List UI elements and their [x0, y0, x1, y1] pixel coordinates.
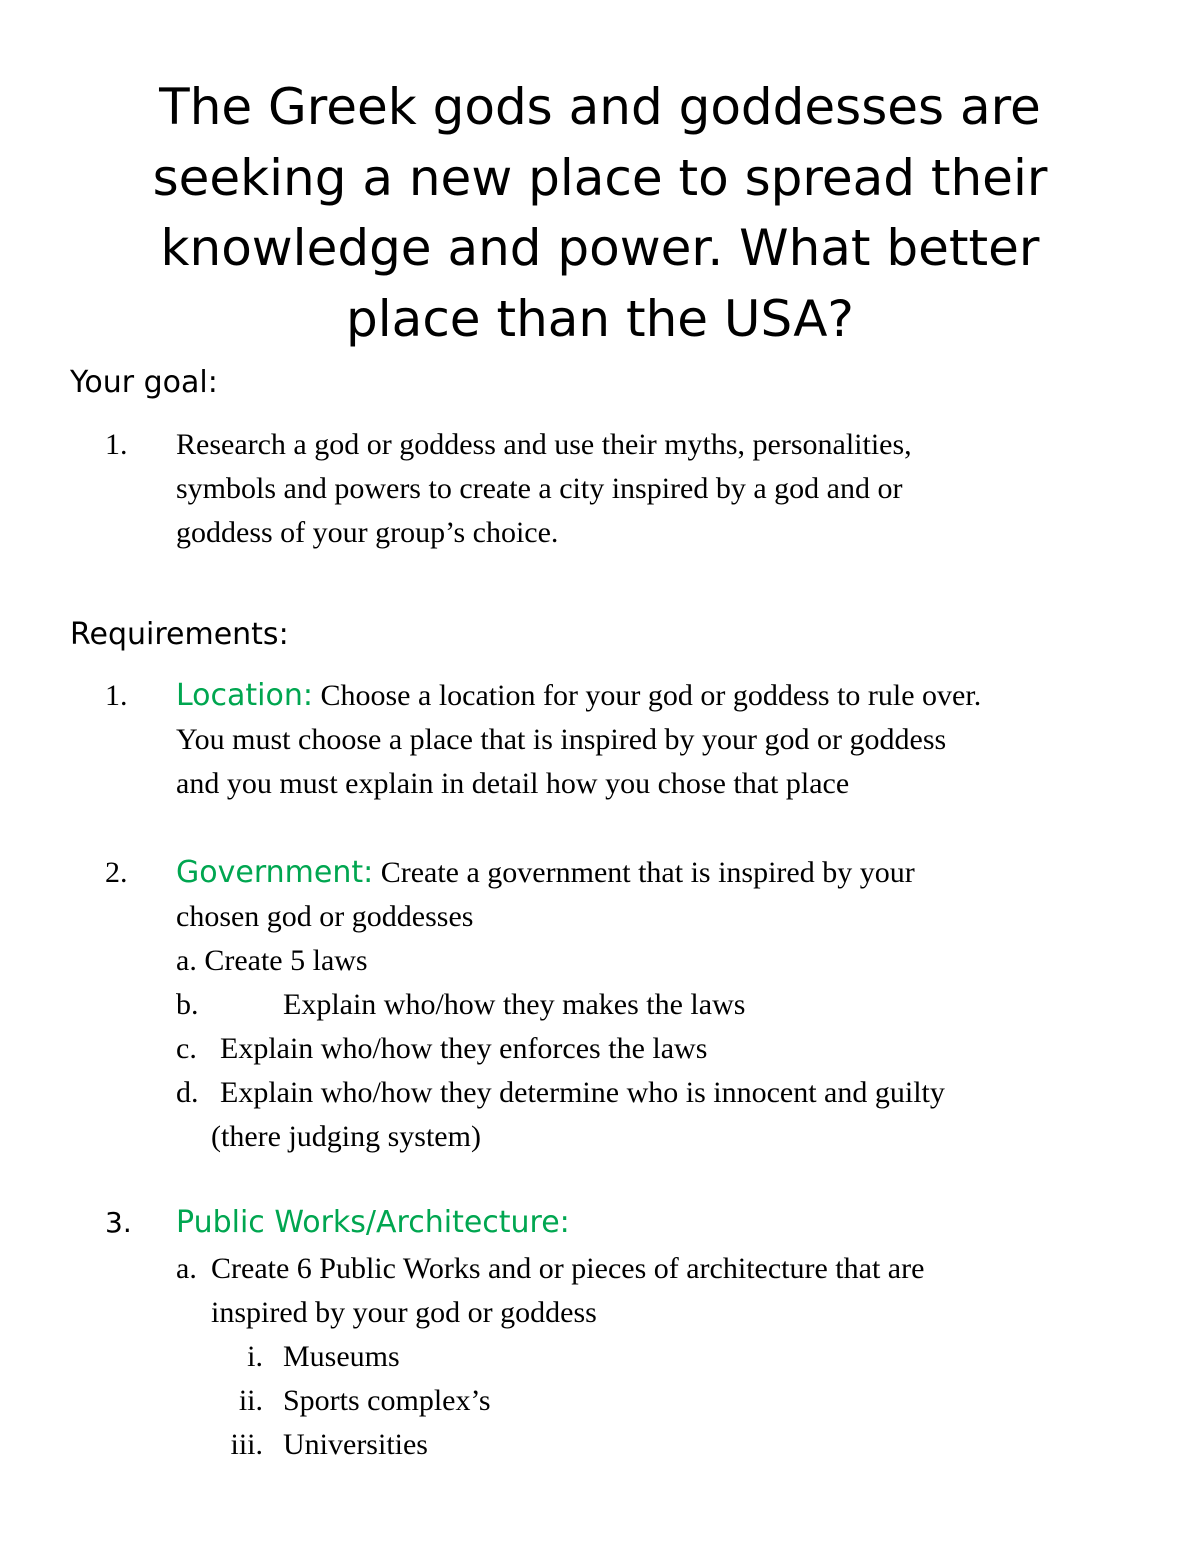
title-line: place than the USA? [346, 289, 854, 348]
subitem-text: Create 5 laws [204, 944, 368, 977]
government-line-1-text: Create a government that is inspired by your [373, 856, 915, 889]
title-line: seeking a new place to spread their [152, 148, 1048, 207]
public-works-number: 3. [105, 1206, 132, 1239]
roman-numeral: i. [247, 1340, 263, 1373]
government-label: Government: [176, 855, 374, 890]
location-line: and you must explain in detail how you chose that place [176, 767, 850, 800]
government-item [176, 851, 1156, 939]
government-subitem-d-continuation: (there judging system) [211, 1120, 481, 1153]
location-line-1 [176, 674, 1156, 718]
public-works-subitem-a-line: Create 6 Public Works and or pieces of architecture that are [211, 1252, 925, 1285]
goal-line: Research a god or goddess and use their myths, personalities, [176, 428, 912, 461]
government-subitem-d-letter: d. [176, 1076, 199, 1109]
goal-line: goddess of your group’s choice. [176, 516, 559, 549]
government-subitem-c-text: Explain who/how they enforces the laws [220, 1032, 708, 1065]
location-item [176, 674, 1156, 806]
government-subitem-b-text: Explain who/how they makes the laws [283, 988, 746, 1021]
location-label: Location: [176, 678, 313, 713]
roman-item-text: Universities [283, 1428, 428, 1461]
location-line: You must choose a place that is inspired by your god or goddess [176, 723, 947, 756]
government-subitem-c-letter: c. [176, 1032, 197, 1065]
location-line-1-text: Choose a location for your god or goddess to rule over. [313, 679, 982, 712]
location-number: 1. [105, 679, 128, 712]
government-line-1 [176, 851, 1156, 895]
government-subitem-b-letter: b. [176, 988, 199, 1021]
government-subitem-a [176, 939, 368, 983]
roman-item-text: Sports complex’s [283, 1384, 491, 1417]
page-title [60, 72, 1140, 354]
public-works-subitem-a-text [211, 1247, 924, 1335]
title-line: knowledge and power. What better [160, 219, 1040, 277]
roman-item-text: Museums [283, 1340, 400, 1373]
goal-heading: Your goal: [70, 365, 218, 400]
public-works-subitem-a-letter: a. [176, 1252, 197, 1285]
government-number: 2. [105, 856, 128, 889]
roman-numeral: iii. [230, 1428, 263, 1461]
title-line: The Greek gods and goddesses are [159, 78, 1041, 136]
goal-line: symbols and powers to create a city inspired by a god and or [176, 472, 903, 505]
goal-item-text [176, 423, 1156, 555]
government-subitem-d-text: Explain who/how they determine who is innocent and guilty [220, 1076, 945, 1109]
public-works-label: Public Works/Architecture: [176, 1205, 570, 1240]
goal-item-number: 1. [105, 428, 128, 461]
public-works-subitem-a-line: inspired by your god or goddess [211, 1296, 597, 1329]
requirements-heading: Requirements: [70, 617, 289, 652]
subitem-letter: a. [176, 944, 197, 977]
government-line-2: chosen god or goddesses [176, 900, 474, 933]
roman-numeral: ii. [238, 1384, 263, 1417]
